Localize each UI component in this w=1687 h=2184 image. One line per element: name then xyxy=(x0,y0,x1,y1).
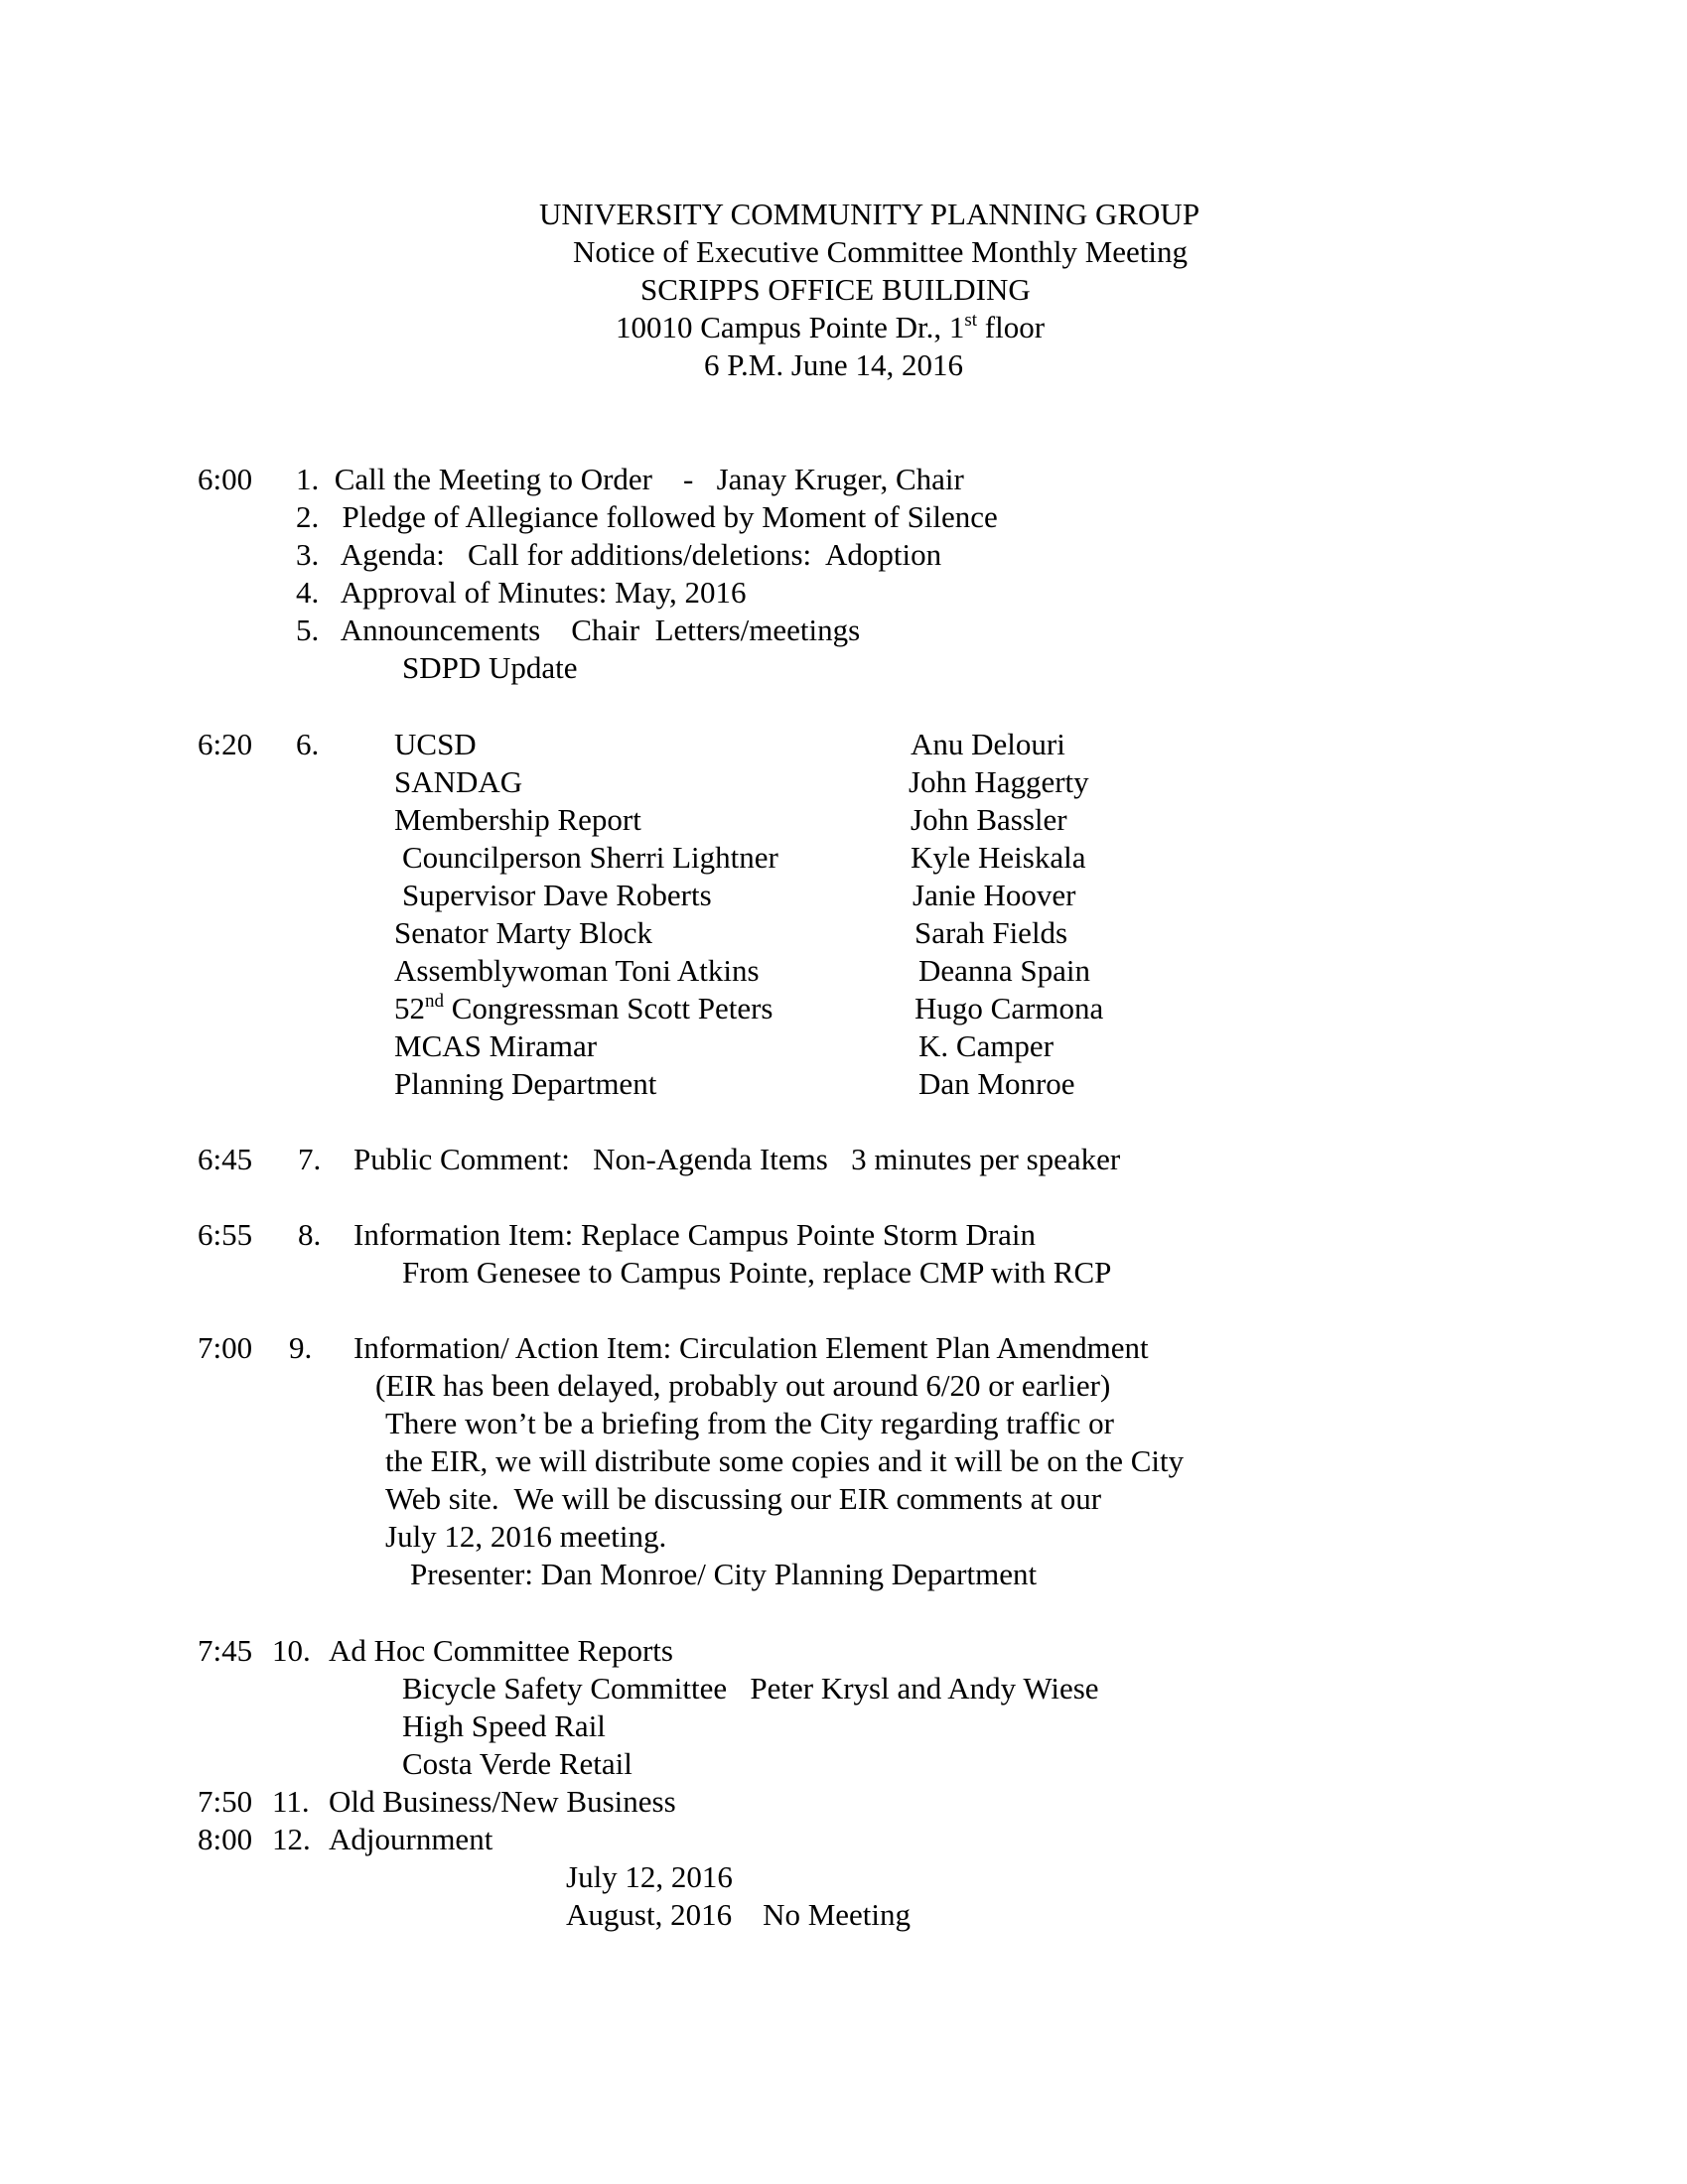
action-item-body-line: July 12, 2016 meeting. xyxy=(385,1519,667,1554)
agenda-item-12-number: 12. xyxy=(272,1822,311,1856)
notice-title: Notice of Executive Committee Monthly Meeting xyxy=(573,234,1189,269)
agenda-item-3: 3. Agenda: Call for additions/deletions: Adoption xyxy=(296,537,942,572)
ad-hoc-title: Ad Hoc Committee Reports xyxy=(329,1633,673,1668)
adjournment-title: Adjournment xyxy=(329,1822,493,1856)
agenda-item-6-number: 6. xyxy=(296,727,320,761)
agenda-subitem-sdpd: SDPD Update xyxy=(402,650,578,685)
report-org: UCSD xyxy=(394,727,477,761)
report-person: John Bassler xyxy=(911,802,1067,837)
info-item-title: Information Item: Replace Campus Pointe Storm Drain xyxy=(353,1217,1037,1252)
next-meeting: July 12, 2016 xyxy=(566,1859,733,1894)
meeting-datetime: 6 P.M. June 14, 2016 xyxy=(704,347,963,382)
agenda-item-1: 1. Call the Meeting to Order - Janay Kruger, Chair xyxy=(296,462,964,496)
action-item-body-line: There won’t be a briefing from the City regarding traffic or xyxy=(385,1406,1114,1440)
agenda-item-2: 2. Pledge of Allegiance followed by Moment of Silence xyxy=(296,499,998,534)
report-org: Supervisor Dave Roberts xyxy=(402,878,712,912)
report-org: Councilperson Sherri Lightner xyxy=(402,840,778,875)
time-6-55: 6:55 xyxy=(198,1217,253,1252)
agenda-item-7-number: 7. xyxy=(298,1142,322,1176)
report-org: Membership Report xyxy=(394,802,641,837)
public-comment: Public Comment: Non-Agenda Items 3 minutes per speaker xyxy=(353,1142,1121,1176)
info-item-detail: From Genesee to Campus Pointe, replace CMP with RCP xyxy=(402,1255,1112,1290)
time-6-45: 6:45 xyxy=(198,1142,253,1176)
action-item-title: Information/ Action Item: Circulation Element Plan Amendment xyxy=(353,1330,1149,1365)
agenda-item-10-number: 10. xyxy=(272,1633,311,1668)
report-person: Sarah Fields xyxy=(914,915,1068,950)
old-new-business-title: Old Business/New Business xyxy=(329,1784,676,1819)
report-org: 52nd Congressman Scott Peters xyxy=(394,991,773,1025)
agenda-item-5: 5. Announcements Chair Letters/meetings xyxy=(296,613,861,647)
report-org: MCAS Miramar xyxy=(394,1028,598,1063)
action-item-body-line: Web site. We will be discussing our EIR comments at our xyxy=(385,1481,1102,1516)
report-person: K. Camper xyxy=(918,1028,1054,1063)
org-title: UNIVERSITY COMMUNITY PLANNING GROUP xyxy=(539,197,1200,231)
time-6-20: 6:20 xyxy=(198,727,253,761)
agenda-item-8-number: 8. xyxy=(298,1217,322,1252)
report-person: John Haggerty xyxy=(909,764,1089,799)
action-item-body-line: the EIR, we will distribute some copies and it will be on the City xyxy=(385,1443,1185,1478)
time-7-00: 7:00 xyxy=(198,1330,253,1365)
report-person: Janie Hoover xyxy=(913,878,1076,912)
report-person: Deanna Spain xyxy=(918,953,1091,988)
committee-item: Costa Verde Retail xyxy=(402,1746,633,1781)
agenda-item-9-number: 9. xyxy=(289,1330,313,1365)
report-org: SANDAG xyxy=(394,764,523,799)
building-name: SCRIPPS OFFICE BUILDING xyxy=(640,272,1031,307)
report-person: Dan Monroe xyxy=(918,1066,1075,1101)
address: 10010 Campus Pointe Dr., 1st floor xyxy=(616,310,1046,344)
agenda-item-11-number: 11. xyxy=(272,1784,310,1819)
action-item-note: (EIR has been delayed, probably out around 6/20 or earlier) xyxy=(375,1368,1111,1403)
time-8-00: 8:00 xyxy=(198,1822,253,1856)
report-org: Planning Department xyxy=(394,1066,657,1101)
next-meeting: August, 2016 No Meeting xyxy=(566,1897,912,1932)
time-7-45: 7:45 xyxy=(198,1633,253,1668)
time-7-50: 7:50 xyxy=(198,1784,253,1819)
committee-item: Bicycle Safety Committee Peter Krysl and Andy Wiese xyxy=(402,1671,1099,1706)
action-item-presenter: Presenter: Dan Monroe/ City Planning Department xyxy=(410,1557,1038,1591)
agenda-item-4: 4. Approval of Minutes: May, 2016 xyxy=(296,575,747,610)
report-person: Hugo Carmona xyxy=(914,991,1104,1025)
time-6-00: 6:00 xyxy=(198,462,253,496)
report-org: Assemblywoman Toni Atkins xyxy=(394,953,760,988)
report-org: Senator Marty Block xyxy=(394,915,653,950)
report-person: Kyle Heiskala xyxy=(911,840,1086,875)
report-person: Anu Delouri xyxy=(911,727,1065,761)
committee-item: High Speed Rail xyxy=(402,1708,606,1743)
